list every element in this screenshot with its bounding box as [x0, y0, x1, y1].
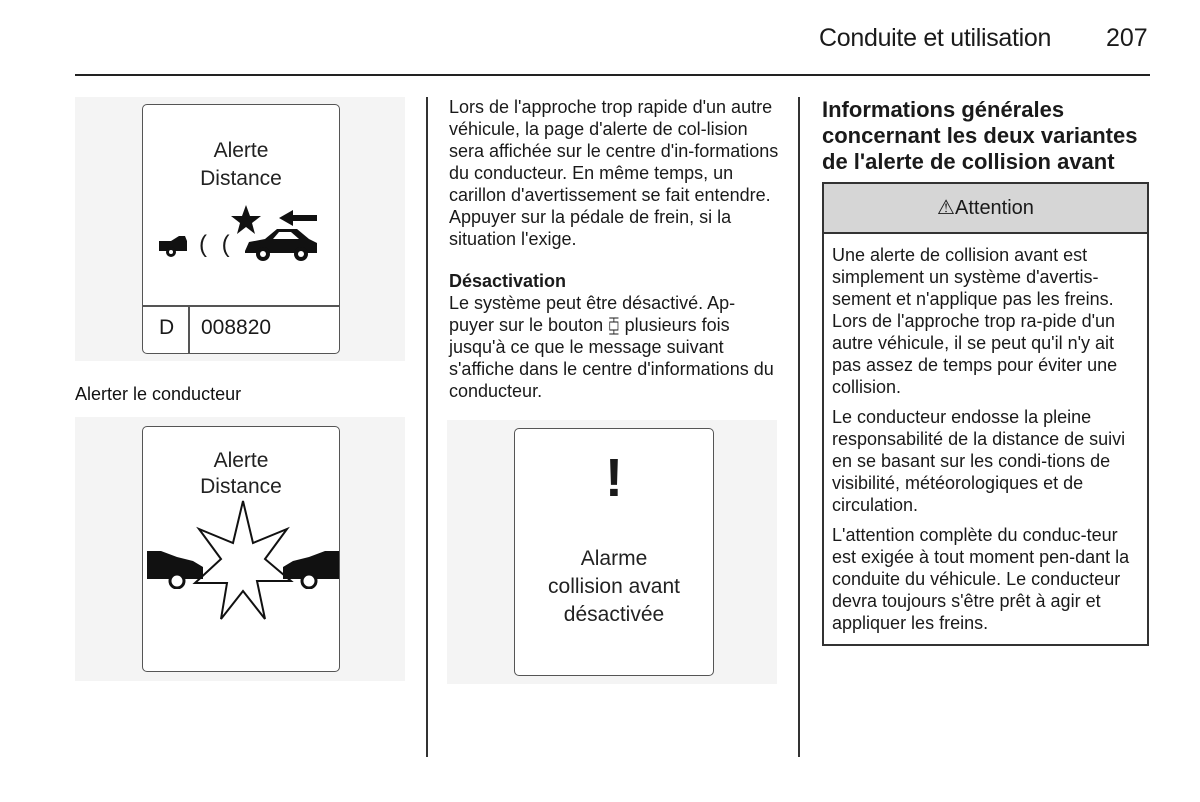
column-divider-left [426, 97, 428, 757]
gear-indicator: D [159, 316, 175, 339]
message-line3: désactivée [563, 603, 665, 626]
display-panel [142, 104, 340, 354]
alert-title-line2: Distance [200, 475, 282, 498]
deactivation-paragraph: Le système peut être désactivé. Ap-puyer sur le bouton ⧮ plusieurs fois jusqu'à ce que le message suivant s'affiche dans le centre d'informations du conducteur. [449, 293, 774, 401]
status-divider-vertical [188, 305, 190, 353]
alert-title-line1: Alerte [213, 139, 269, 162]
alert-title-line2: Distance [200, 167, 282, 190]
message-line1: Alarme [580, 547, 648, 570]
exclamation-icon: ! [605, 448, 623, 508]
warning-header [824, 184, 1147, 234]
deactivation-heading: Désactivation [449, 271, 567, 291]
section-heading: Informations générales concernant les deux variantes de l'alerte de collision avant [822, 97, 1138, 174]
alert-title-line1: Alerte [213, 449, 269, 472]
running-header-title: Conduite et utilisation [819, 24, 1052, 52]
following-car-icon [157, 233, 197, 259]
display-panel [514, 428, 714, 676]
leading-car-icon [241, 225, 319, 263]
warning-label: Attention [954, 197, 1034, 219]
figure-distance-alert-display [75, 97, 405, 361]
warning-body [824, 234, 1147, 634]
display-panel [142, 426, 340, 672]
car-right-icon [281, 545, 339, 589]
column-divider-right [798, 97, 800, 757]
intro-paragraph: Lors de l'approche trop rapide d'un autre véhicule, la page d'alerte de col-lision sera affichée sur le centre d'in-formations du conducteur. En même temps, un carillon d'avertissement se fait entendre. Appuyer sur la pédale de frein, si la situation l'exige. [449, 97, 779, 249]
figure-deactivated-display [447, 420, 777, 684]
warning-paragraph-1: Une alerte de collision avant est simplement un système d'avertis-sement et n'applique pas les freins. Lors de l'approche trop ra-pide d'un autre véhicule, il se peut qu'il n'y ait pas assez de temps pour éviter une collision. [832, 245, 1118, 397]
figure-collision-alert-display [75, 417, 405, 681]
impact-burst-icon [191, 499, 295, 623]
status-divider [143, 305, 339, 307]
signal-waves: ( ( [199, 231, 234, 258]
warning-paragraph-2: Le conducteur endosse la pleine responsabilité de la distance de suivi en se basant sur les condi-tions de visibilité, météorologiques et de circulation. [832, 407, 1126, 515]
figure-caption: Alerter le conducteur [75, 384, 242, 404]
odometer-reading: 008820 [201, 316, 272, 339]
page-number: 207 [1106, 24, 1148, 52]
warning-box [822, 182, 1149, 646]
header-rule [75, 74, 1150, 76]
message-line2: collision avant [548, 575, 680, 598]
warning-triangle-icon: ⚠ [937, 197, 955, 219]
car-left-icon [147, 545, 205, 589]
arrow-left-icon [279, 210, 317, 226]
warning-paragraph-3: L'attention complète du conduc-teur est exigée à tout moment pen-dant la conduite du véhicule. Le conducteur devra toujours s'être prêt à agir et appliquer les freins. [832, 525, 1130, 633]
